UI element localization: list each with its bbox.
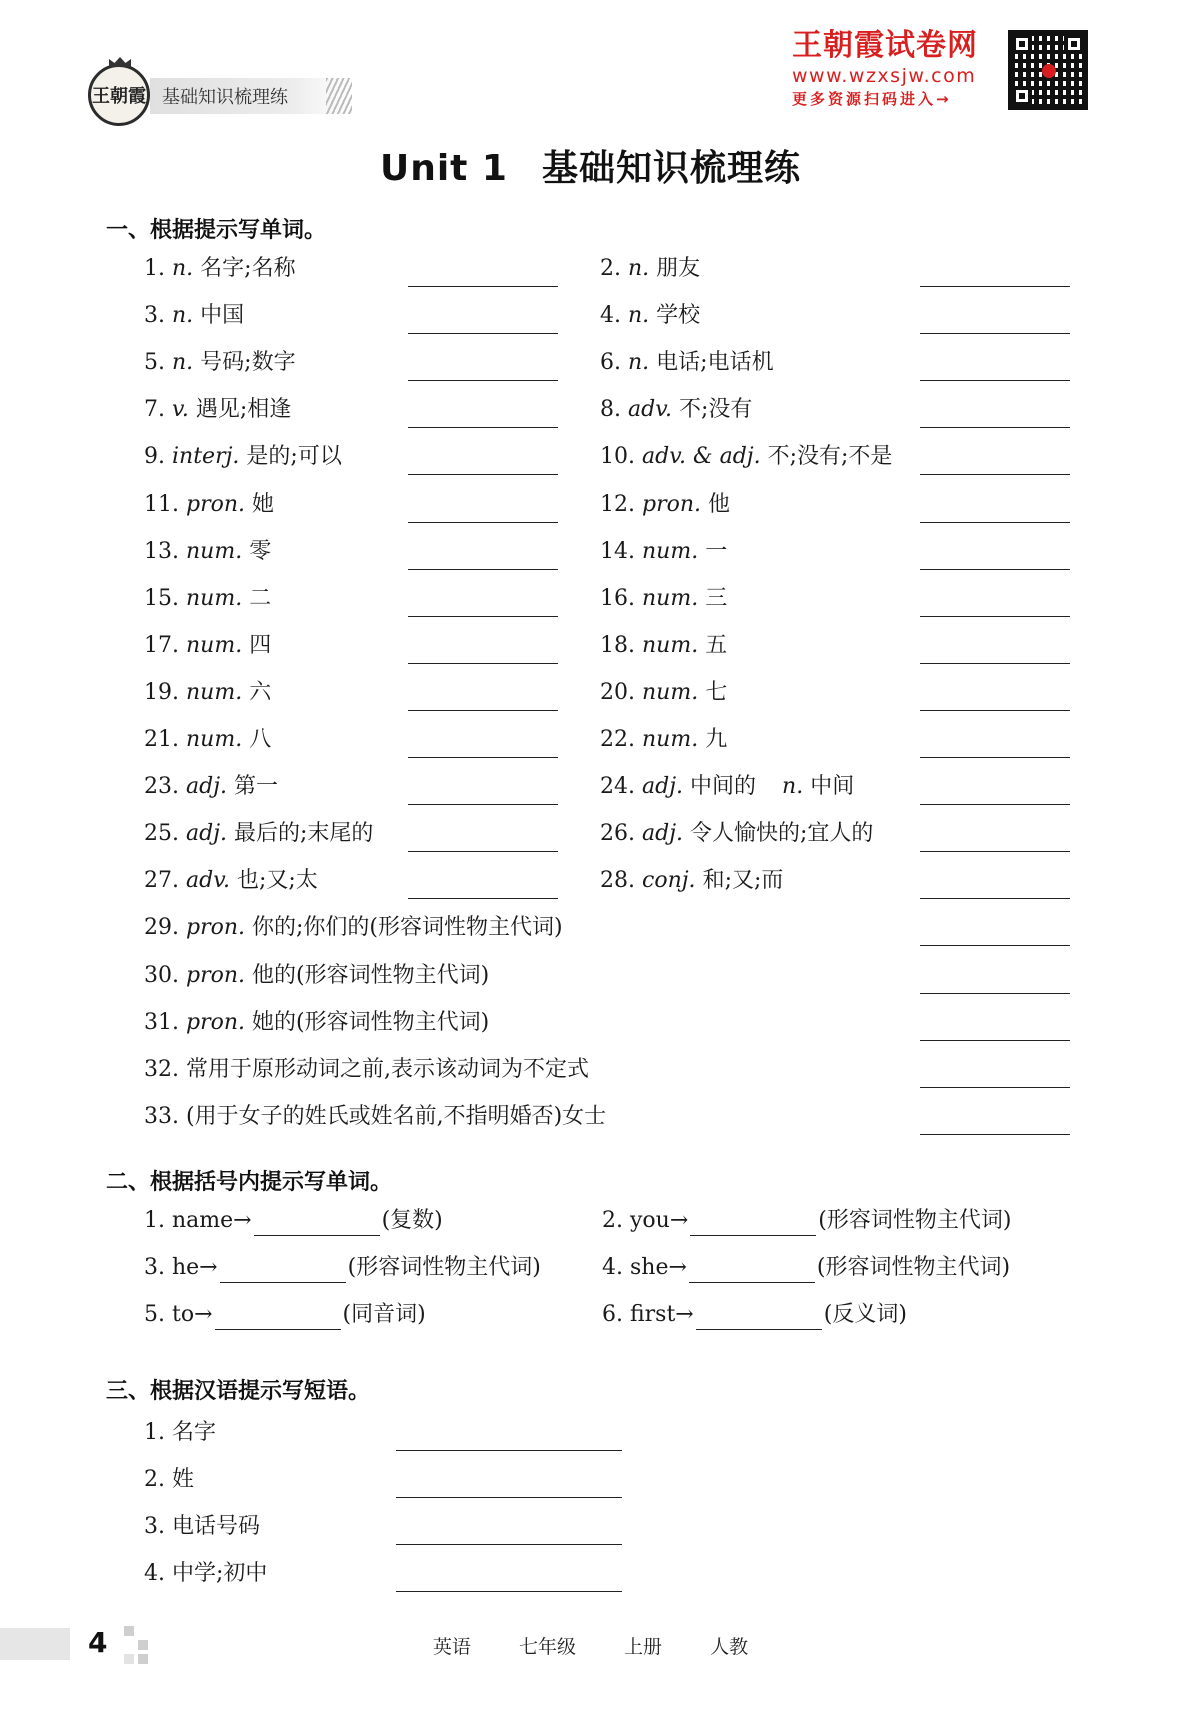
footer-term: 上册 [624, 1636, 663, 1658]
item-meaning: 和;又;而 [702, 868, 784, 894]
item-number: 2. [600, 256, 621, 281]
answer-blank[interactable] [920, 851, 1070, 852]
item-number: 6. [600, 350, 621, 376]
part-of-speech: num. [642, 585, 699, 611]
logo-text: 王朝霞 [92, 86, 146, 107]
part-of-speech: num. [186, 632, 243, 658]
item-meaning: 1. 名字 [144, 1420, 216, 1445]
word-item [144, 1008, 489, 1038]
item-hint: (反义词) [823, 1302, 907, 1327]
item-meaning: 二 [249, 585, 272, 611]
word-item [600, 725, 727, 755]
answer-blank[interactable] [689, 1260, 815, 1283]
section1-heading: 一、根据提示写单词。 [106, 218, 327, 243]
item-number: 18. [600, 632, 635, 658]
item-number: 30. [144, 962, 179, 988]
item-number: 25. [144, 821, 179, 847]
part-of-speech: num. [186, 679, 243, 705]
answer-blank[interactable] [396, 1544, 622, 1545]
item-meaning: 中间 [810, 774, 855, 800]
word-item [144, 913, 563, 943]
part-of-speech: num. [186, 585, 243, 611]
answer-blank[interactable] [920, 569, 1070, 570]
word-item [144, 395, 291, 425]
word-item [144, 961, 489, 991]
item-meaning: 她 [252, 491, 275, 517]
item-prompt: 2. you→ [602, 1208, 689, 1233]
answer-blank[interactable] [408, 380, 558, 381]
item-meaning: 朋友 [656, 256, 701, 281]
item-number: 12. [600, 491, 635, 517]
item-hint: (复数) [381, 1208, 443, 1233]
item-meaning: 五 [705, 632, 728, 658]
item-number: 16. [600, 585, 635, 611]
item-number: 11. [144, 491, 179, 517]
answer-blank[interactable] [920, 522, 1070, 523]
part-of-speech: n. [628, 256, 650, 281]
item-meaning: 一 [705, 538, 728, 564]
item-prompt: 6. first→ [602, 1302, 694, 1327]
item-number: 24. [600, 774, 635, 800]
section-tab-label: 基础知识梳理练 [162, 87, 288, 108]
page-title [0, 140, 1181, 191]
answer-blank[interactable] [920, 945, 1070, 946]
crown-icon [109, 57, 131, 67]
item-prompt: 1. name→ [144, 1208, 252, 1233]
item-hint: (同音词) [342, 1302, 426, 1327]
item-meaning: 不;没有;不是 [767, 444, 893, 470]
footer-info [0, 1632, 1181, 1659]
item-number: 26. [600, 821, 635, 847]
part-of-speech: num. [642, 538, 699, 564]
answer-blank[interactable] [920, 474, 1070, 475]
answer-blank[interactable] [920, 380, 1070, 381]
answer-blank[interactable] [920, 804, 1070, 805]
answer-blank[interactable] [920, 993, 1070, 994]
word-item [600, 348, 774, 378]
item-number: 21. [144, 727, 179, 752]
item-meaning: 学校 [656, 303, 701, 329]
item-number: 23. [144, 774, 179, 800]
word-item [600, 442, 892, 472]
answer-blank[interactable] [408, 427, 558, 428]
answer-blank[interactable] [920, 427, 1070, 428]
item-prompt: 3. he→ [144, 1255, 218, 1280]
item-number: 17. [144, 632, 179, 658]
item-meaning: 遇见;相逢 [195, 397, 292, 423]
item-meaning: 九 [705, 727, 728, 752]
answer-blank[interactable] [920, 663, 1070, 664]
part-of-speech: num. [186, 727, 243, 752]
word-item [144, 537, 271, 567]
item-meaning: 你的;你们的(形容词性物主代词) [252, 915, 563, 941]
item-meaning: 第一 [234, 774, 279, 800]
item-number: 31. [144, 1009, 179, 1035]
answer-blank[interactable] [215, 1307, 341, 1330]
word-item [600, 866, 783, 896]
item-meaning: 常用于原形动词之前,表示该动词为不定式 [186, 1056, 589, 1082]
answer-blank[interactable] [920, 616, 1070, 617]
item-meaning: 3. 电话号码 [144, 1514, 260, 1539]
part-of-speech: num. [642, 727, 699, 752]
part-of-speech: adv. [628, 397, 673, 423]
answer-blank[interactable] [408, 474, 558, 475]
answer-blank[interactable] [696, 1307, 822, 1330]
answer-blank[interactable] [408, 851, 558, 852]
fill-item [602, 1253, 1010, 1283]
fill-item [602, 1206, 1011, 1236]
item-number: 13. [144, 538, 179, 564]
part-of-speech: n. [628, 350, 650, 376]
brand-block [792, 28, 1002, 110]
footer-edition: 人教 [710, 1636, 749, 1658]
item-meaning: 号码;数字 [200, 350, 296, 376]
part-of-speech: adj. [186, 821, 228, 847]
fill-item [602, 1300, 907, 1330]
part-of-speech: n. [172, 303, 194, 329]
answer-blank[interactable] [920, 1087, 1070, 1088]
item-meaning: 他 [708, 491, 731, 517]
part-of-speech: pron. [186, 962, 246, 988]
item-meaning: 电话;电话机 [656, 350, 774, 376]
item-meaning: 4. 中学;初中 [144, 1561, 268, 1586]
item-meaning: 零 [249, 538, 272, 564]
item-prompt: 4. she→ [602, 1255, 687, 1280]
word-item [600, 584, 727, 614]
title-name: 基础知识梳理练 [541, 148, 801, 189]
part-of-speech: num. [642, 679, 699, 705]
item-number: 22. [600, 727, 635, 752]
brand-cta: 更多资源扫码进入→ [792, 90, 952, 108]
item-meaning: 是的;可以 [246, 444, 342, 470]
answer-blank[interactable] [408, 616, 558, 617]
section-tab [150, 78, 350, 114]
item-number: 32. [144, 1056, 179, 1082]
word-item [600, 631, 727, 661]
word-item [144, 1102, 606, 1132]
item-meaning: 中间的 [690, 774, 757, 800]
word-item [600, 678, 727, 708]
item-meaning: 名字;名称 [200, 256, 296, 281]
word-item [144, 584, 271, 614]
item-number: 33. [144, 1103, 179, 1129]
part-of-speech: n. [172, 256, 194, 281]
word-item [144, 772, 278, 802]
item-meaning: 也;又;太 [237, 868, 318, 894]
answer-blank[interactable] [408, 333, 558, 334]
phrase-item [144, 1512, 260, 1542]
qr-finder [1064, 34, 1084, 54]
word-item [144, 866, 318, 896]
footer-subject: 英语 [432, 1636, 471, 1658]
part-of-speech: v. [172, 397, 189, 423]
answer-blank[interactable] [920, 757, 1070, 758]
answer-blank[interactable] [408, 286, 558, 287]
answer-blank[interactable] [920, 286, 1070, 287]
item-number: 19. [144, 679, 179, 705]
answer-blank[interactable] [396, 1591, 622, 1592]
answer-blank[interactable] [396, 1450, 622, 1451]
word-item [144, 631, 271, 661]
qr-finder [1012, 34, 1032, 54]
brand-title: 王朝霞试卷网 [792, 28, 978, 63]
part-of-speech: adv. & adj. [642, 444, 761, 470]
item-number: 15. [144, 585, 179, 611]
item-number: 8. [600, 397, 621, 423]
word-item [144, 254, 296, 284]
word-item [144, 1055, 589, 1085]
answer-blank[interactable] [408, 804, 558, 805]
publisher-logo [88, 64, 150, 126]
item-meaning: 中国 [200, 303, 245, 329]
section2-heading: 二、根据括号内提示写单词。 [106, 1170, 393, 1195]
item-meaning: (用于女子的姓氏或姓名前,不指明婚否)女士 [186, 1103, 607, 1129]
phrase-item [144, 1559, 267, 1589]
item-meaning: 她的(形容词性物主代词) [252, 1009, 490, 1035]
item-number: 10. [600, 444, 635, 470]
item-hint: (形容词性物主代词) [816, 1255, 1011, 1280]
footer-grade: 七年级 [518, 1636, 576, 1658]
item-number: 29. [144, 915, 179, 941]
word-item [600, 490, 730, 520]
item-meaning: 他的(形容词性物主代词) [252, 962, 490, 988]
item-meaning: 八 [249, 727, 272, 752]
item-meaning: 七 [705, 679, 728, 705]
item-number: 3. [144, 303, 165, 329]
page-number: 4 [88, 1626, 108, 1659]
part-of-speech: pron. [642, 491, 702, 517]
phrase-item [144, 1418, 216, 1448]
part-of-speech: adj. [642, 821, 684, 847]
fill-item [144, 1253, 541, 1283]
answer-blank[interactable] [920, 1040, 1070, 1041]
part-of-speech: adv. [186, 868, 231, 894]
item-meaning: 四 [249, 632, 272, 658]
part-of-speech: num. [186, 538, 243, 564]
item-meaning: 六 [249, 679, 272, 705]
fill-item [144, 1300, 426, 1330]
word-item [144, 442, 342, 472]
item-number: 7. [144, 397, 165, 423]
item-meaning: 2. 姓 [144, 1467, 194, 1492]
part-of-speech: adj. [186, 774, 228, 800]
part-of-speech: n. [628, 303, 650, 329]
word-item [600, 772, 854, 802]
item-hint: (形容词性物主代词) [347, 1255, 541, 1280]
item-meaning: 不;没有 [679, 397, 753, 423]
answer-blank[interactable] [408, 710, 558, 711]
answer-blank[interactable] [920, 898, 1070, 899]
qr-center-logo [1042, 64, 1056, 78]
phrase-item [144, 1465, 194, 1495]
answer-blank[interactable] [408, 757, 558, 758]
part-of-speech: pron. [186, 915, 246, 941]
fill-item [144, 1206, 443, 1236]
part-of-speech: interj. [172, 444, 240, 470]
item-meaning: 最后的;末尾的 [234, 821, 374, 847]
answer-blank[interactable] [408, 522, 558, 523]
item-number: 9. [144, 444, 165, 470]
item-number: 27. [144, 868, 179, 894]
word-item [144, 819, 373, 849]
item-number: 1. [144, 256, 165, 281]
item-number: 4. [600, 303, 621, 329]
item-number: 5. [144, 350, 165, 376]
word-item [600, 301, 700, 331]
answer-blank[interactable] [920, 710, 1070, 711]
part-of-speech: conj. [642, 868, 696, 894]
answer-blank[interactable] [254, 1213, 380, 1236]
item-meaning: 令人愉快的;宜人的 [690, 821, 874, 847]
stripes-decoration [326, 78, 352, 114]
word-item [144, 301, 244, 331]
item-number: 20. [600, 679, 635, 705]
part-of-speech: num. [642, 632, 699, 658]
word-item [600, 254, 700, 284]
word-item [600, 537, 727, 567]
answer-blank[interactable] [408, 663, 558, 664]
word-item [600, 395, 752, 425]
word-item [144, 348, 296, 378]
part-of-speech: adj. [642, 774, 684, 800]
brand-url[interactable]: www.wzxsjw.com [792, 65, 977, 87]
answer-blank[interactable] [408, 569, 558, 570]
word-item [600, 819, 873, 849]
part-of-speech: n. [782, 774, 804, 800]
item-hint: (形容词性物主代词) [818, 1208, 1012, 1233]
qr-code-icon[interactable] [1008, 30, 1088, 110]
word-item [144, 678, 271, 708]
unit-label: Unit 1 [379, 148, 508, 189]
item-number: 14. [600, 538, 635, 564]
word-item [144, 725, 271, 755]
item-meaning: 三 [705, 585, 728, 611]
part-of-speech: pron. [186, 1009, 246, 1035]
qr-finder [1012, 86, 1032, 106]
word-item [144, 490, 274, 520]
answer-blank[interactable] [690, 1213, 816, 1236]
answer-blank[interactable] [396, 1497, 622, 1498]
item-prompt: 5. to→ [144, 1302, 213, 1327]
answer-blank[interactable] [408, 898, 558, 899]
answer-blank[interactable] [220, 1260, 346, 1283]
section3-heading: 三、根据汉语提示写短语。 [106, 1379, 371, 1404]
part-of-speech: pron. [186, 491, 246, 517]
answer-blank[interactable] [920, 1134, 1070, 1135]
item-number: 28. [600, 868, 635, 894]
answer-blank[interactable] [920, 333, 1070, 334]
part-of-speech: n. [172, 350, 194, 376]
